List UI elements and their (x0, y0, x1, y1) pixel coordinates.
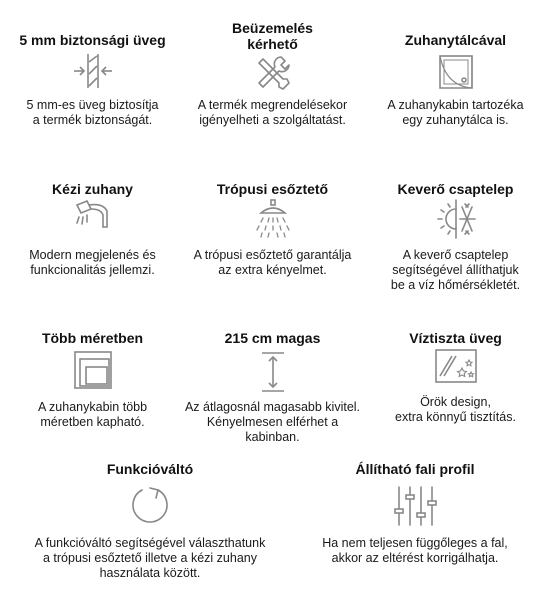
glass-thickness-icon (72, 52, 114, 90)
feature-title: 5 mm biztonsági üveg (19, 32, 166, 48)
diverter-icon (128, 484, 170, 526)
feature-description: A funkcióváltó segítségével választhatunk a trópusi esőztető illetve a kézi zuhany használata között. (34, 536, 266, 580)
feature-title: Zuhanytálcával (404, 32, 507, 48)
feature-title: Keverő csaptelep (397, 181, 514, 197)
adjustable-profile-icon (393, 485, 437, 527)
feature-description: A termék megrendelésekor igényelheti a szolgáltatást. (197, 98, 348, 127)
shower-tray-icon (436, 52, 476, 92)
sizes-icon (73, 350, 113, 390)
feature-title: Trópusi esőztető (216, 181, 329, 197)
hand-shower-icon (73, 197, 115, 237)
feature-description: A keverő csaptelep segítségével állíthatjuk be a víz hőmérsékletét. (390, 248, 521, 292)
feature-description: Örök design, extra könnyű tisztítás. (395, 395, 516, 424)
rain-shower-icon (253, 199, 293, 239)
feature-title: 215 cm magas (224, 330, 321, 346)
feature-description: Az átlagosnál magasabb kivitel. Kényelmesen elférhet a kabinban. (184, 400, 361, 444)
feature-title: Beüzemelés kérhető (232, 20, 313, 52)
feature-title: Kézi zuhany (52, 181, 133, 197)
feature-description: Ha nem teljesen függőleges a fal, akkor az eltérést korrigálhatja. (322, 536, 508, 565)
feature-title: Víztiszta üveg (409, 330, 502, 346)
tools-icon (253, 53, 293, 93)
clear-glass-icon (434, 348, 478, 384)
height-icon (258, 351, 288, 393)
feature-title: Állítható fali profil (355, 461, 475, 477)
feature-description: A trópusi esőztető garantálja az extra kényelmet. (193, 248, 352, 277)
feature-description: A zuhanykabin tartozéka egy zuhanytálca is. (387, 98, 524, 127)
feature-description: Modern megjelenés és funkcionalitás jellemzi. (29, 248, 156, 277)
hot-cold-mixer-icon (435, 198, 477, 240)
feature-description: 5 mm-es üveg biztosítja a termék biztonságát. (26, 98, 159, 127)
feature-title: Funkcióváltó (106, 461, 194, 477)
feature-title: Több méretben (41, 330, 144, 346)
feature-description: A zuhanykabin több méretben kapható. (37, 400, 148, 429)
